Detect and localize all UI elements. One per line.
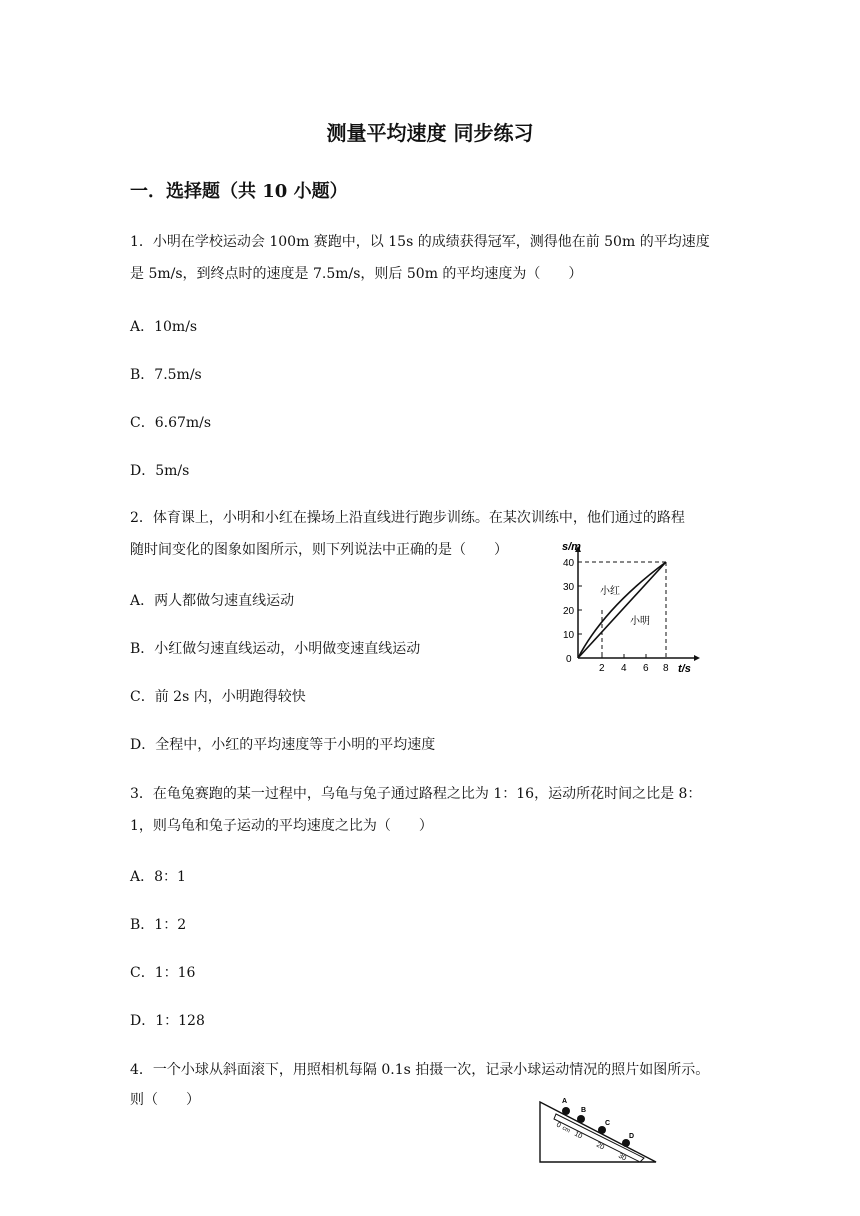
- scale-label-20: 20: [595, 1141, 606, 1152]
- question-3-line-2: 1，则乌龟和兔子运动的平均速度之比为（ ）: [130, 818, 433, 834]
- question-2-option-a: A．两人都做匀速直线运动: [130, 593, 295, 609]
- question-3-option-a: A．8：1: [130, 869, 186, 885]
- ball-label-c: C: [605, 1120, 611, 1127]
- scale-label-30: 30: [617, 1152, 628, 1163]
- ball-d: [622, 1139, 630, 1147]
- scale-label-cm: cm: [561, 1125, 571, 1135]
- y-axis-label: s/m: [562, 541, 581, 553]
- s-t-graph-figure: [560, 538, 700, 678]
- question-3-option-d: D．1：128: [130, 1013, 205, 1029]
- question-1-line-1: 1．小明在学校运动会 100m 赛跑中，以 15s 的成绩获得冠军，测得他在前 50m 的平均速度: [130, 234, 710, 250]
- ball-label-a: A: [562, 1098, 568, 1105]
- question-2-option-d: D．全程中，小红的平均速度等于小明的平均速度: [130, 737, 436, 753]
- question-2-line-1: 2．体育课上，小明和小红在操场上沿直线进行跑步训练。在某次训练中，他们通过的路程: [130, 510, 685, 526]
- question-1-option-b: B．7.5m/s: [130, 367, 202, 383]
- section-heading: 一．选择题（共 10 小题）: [130, 181, 348, 202]
- x-axis-arrow-icon: [694, 655, 700, 661]
- question-4-line-2: 则（ ）: [130, 1092, 200, 1108]
- ball-label-b: B: [581, 1107, 587, 1114]
- y-tick-label-30: 30: [563, 582, 575, 593]
- question-2-line-2: 随时间变化的图象如图所示，则下列说法中正确的是（ ）: [130, 542, 508, 558]
- y-tick-label-20: 20: [563, 606, 575, 617]
- curve-xiaoming: [578, 562, 666, 658]
- origin-label: 0: [566, 654, 572, 665]
- question-3-line-1: 3．在龟兔赛跑的某一过程中，乌龟与兔子通过路程之比为 1：16，运动所花时间之比是 8：: [130, 786, 702, 802]
- ball-label-d: D: [629, 1133, 635, 1140]
- incline-triangle: [540, 1102, 656, 1162]
- ball-a: [562, 1107, 570, 1115]
- question-1-option-a: A．10m/s: [130, 319, 198, 335]
- question-1-option-d: D．5m/s: [130, 463, 190, 479]
- question-1-option-c: C．6.67m/s: [130, 415, 212, 431]
- ball-b: [577, 1115, 585, 1123]
- question-2-option-b: B．小红做匀速直线运动，小明做变速直线运动: [130, 641, 421, 657]
- question-3-option-c: C．1：16: [130, 965, 196, 981]
- y-tick-label-10: 10: [563, 630, 575, 641]
- x-tick-label-6: 6: [643, 663, 649, 674]
- question-2-option-c: C．前 2s 内，小明跑得较快: [130, 689, 306, 705]
- ball-c: [598, 1126, 606, 1134]
- scale-label-0: 0: [555, 1121, 562, 1130]
- label-xiaohong: 小红: [600, 586, 620, 597]
- label-xiaoming: 小明: [630, 616, 650, 627]
- scale-label-10: 10: [573, 1130, 584, 1141]
- y-tick-label-40: 40: [563, 558, 575, 569]
- x-tick-label-4: 4: [621, 663, 627, 674]
- x-tick-label-8: 8: [663, 663, 669, 674]
- question-4-line-1: 4．一个小球从斜面滚下，用照相机每隔 0.1s 拍摄一次，记录小球运动情况的照片如图所示。: [130, 1062, 710, 1078]
- x-tick-label-2: 2: [599, 663, 605, 674]
- incline-photo-figure: [536, 1094, 662, 1166]
- page-title: 测量平均速度 同步练习: [326, 121, 534, 145]
- question-3-option-b: B．1：2: [130, 917, 187, 933]
- question-1-line-2: 是 5m/s，到终点时的速度是 7.5m/s，则后 50m 的平均速度为（ ）: [130, 266, 583, 282]
- x-axis-label: t/s: [678, 663, 691, 675]
